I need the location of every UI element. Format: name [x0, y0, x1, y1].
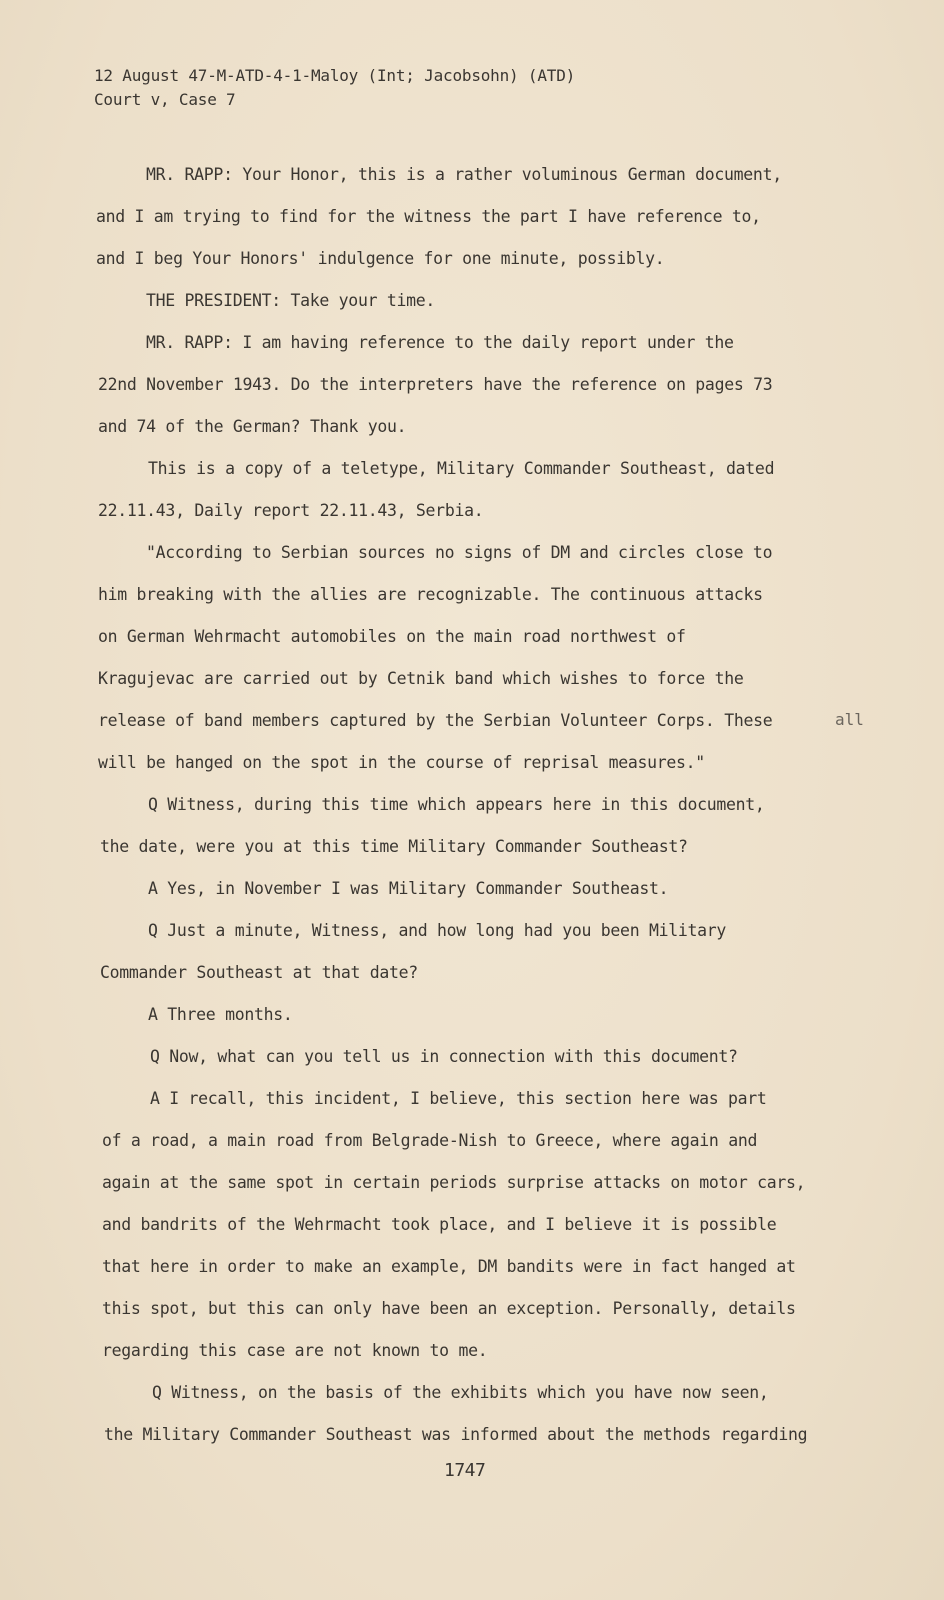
text-line: THE PRESIDENT: Take your time. [146, 291, 436, 310]
text-line: MR. RAPP: Your Honor, this is a rather voluminous German document, [146, 165, 782, 184]
header-line-1: 12 August 47-M-ATD-4-1-Maloy (Int; Jacobsohn) (ATD) [94, 66, 576, 85]
text-line: this spot, but this can only have been an exception. Personally, details [102, 1299, 796, 1318]
page-number: 1747 [444, 1460, 486, 1481]
text-line: Q Witness, during this time which appears here in this document, [148, 795, 765, 814]
text-line: the Military Commander Southeast was informed about the methods regarding [104, 1425, 808, 1444]
text-line: This is a copy of a teletype, Military Commander Southeast, dated [148, 459, 775, 478]
text-line: him breaking with the allies are recognizable. The continuous attacks [98, 585, 763, 604]
text-line: regarding this case are not known to me. [102, 1341, 488, 1360]
margin-mark: all [835, 710, 864, 729]
text-line: MR. RAPP: I am having reference to the daily report under the [146, 333, 734, 352]
text-line: A Three months. [148, 1005, 293, 1024]
text-line: and I beg Your Honors' indulgence for one minute, possibly. [96, 249, 665, 268]
text-line: will be hanged on the spot in the course of reprisal measures." [98, 753, 705, 772]
text-line: Q Witness, on the basis of the exhibits which you have now seen, [152, 1383, 769, 1402]
text-line: Q Now, what can you tell us in connection with this document? [150, 1047, 738, 1066]
text-line: Kragujevac are carried out by Cetnik band which wishes to force the [98, 669, 744, 688]
text-line: and I am trying to find for the witness the part I have reference to, [96, 207, 761, 226]
text-line: Q Just a minute, Witness, and how long had you been Military [148, 921, 727, 940]
text-line: release of band members captured by the Serbian Volunteer Corps. These [98, 711, 773, 730]
text-line: 22.11.43, Daily report 22.11.43, Serbia. [98, 501, 484, 520]
text-line: again at the same spot in certain periods surprise attacks on motor cars, [102, 1173, 806, 1192]
text-line: that here in order to make an example, DM bandits were in fact hanged at [102, 1257, 796, 1276]
text-line: on German Wehrmacht automobiles on the main road northwest of [98, 627, 686, 646]
text-line: Commander Southeast at that date? [100, 963, 418, 982]
text-line: and bandrits of the Wehrmacht took place, and I believe it is possible [102, 1215, 777, 1234]
header-line-2: Court v, Case 7 [94, 90, 236, 109]
text-line: and 74 of the German? Thank you. [98, 417, 407, 436]
text-line: A I recall, this incident, I believe, this section here was part [150, 1089, 767, 1108]
text-line: of a road, a main road from Belgrade-Nish to Greece, where again and [102, 1131, 758, 1150]
text-line: the date, were you at this time Military Commander Southeast? [100, 837, 688, 856]
text-line: 22nd November 1943. Do the interpreters have the reference on pages 73 [98, 375, 773, 394]
text-line: A Yes, in November I was Military Commander Southeast. [148, 879, 669, 898]
text-line: "According to Serbian sources no signs of DM and circles close to [146, 543, 773, 562]
document-header [94, 64, 575, 112]
